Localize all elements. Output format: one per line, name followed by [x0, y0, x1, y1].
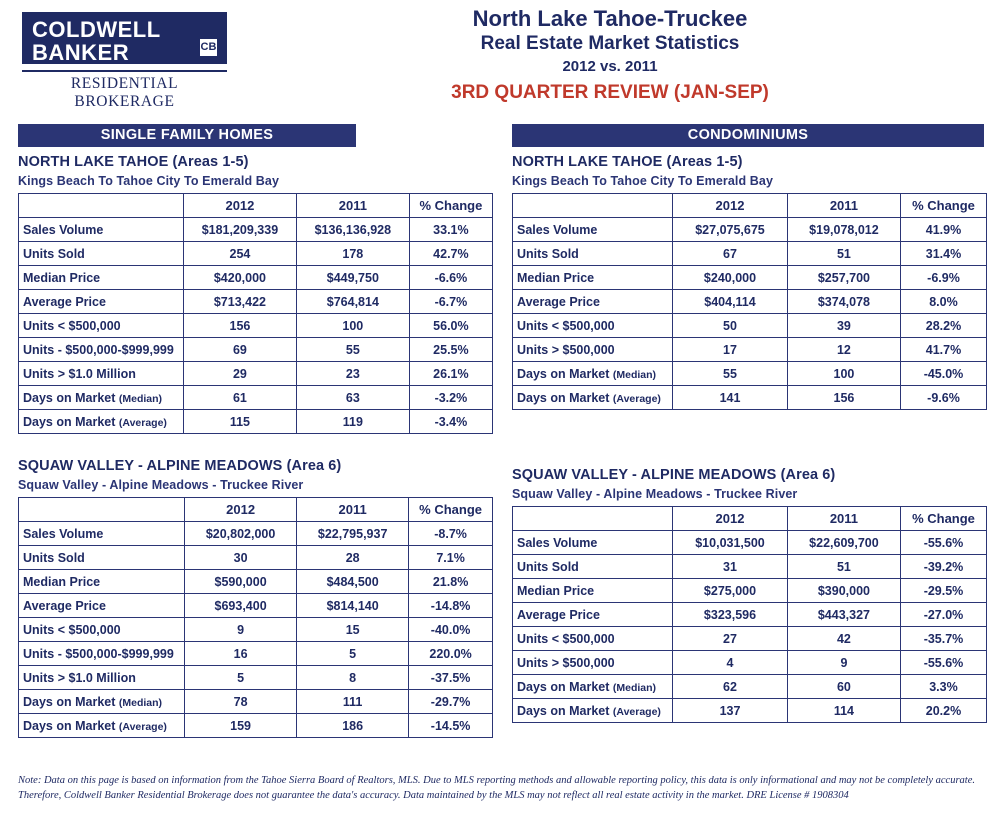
cell-change: -9.6%: [900, 386, 986, 410]
row-label: [513, 362, 673, 386]
table-header-row: [513, 507, 987, 531]
table-row: [513, 627, 987, 651]
cell-change: -35.7%: [900, 627, 986, 651]
table-row: [19, 522, 493, 546]
cell-2011: $22,609,700: [787, 531, 900, 555]
row-label-text: Units < $500,000: [517, 318, 615, 333]
column-single-family-homes: [18, 124, 493, 738]
cell-2011: 156: [787, 386, 900, 410]
table-row: [19, 618, 493, 642]
cell-2012: $713,422: [183, 290, 296, 314]
cell-2011: 178: [296, 242, 409, 266]
cell-change: -6.6%: [409, 266, 492, 290]
cell-change: 28.2%: [900, 314, 986, 338]
row-label: [513, 338, 673, 362]
cell-2011: $136,136,928: [296, 218, 409, 242]
cell-2011: 55: [296, 338, 409, 362]
col-header-blank: [19, 194, 184, 218]
cell-2012: 17: [673, 338, 788, 362]
col-header-change: % Change: [900, 507, 986, 531]
area-subtitle: Squaw Valley - Alpine Meadows - Truckee River: [512, 487, 798, 501]
page-period: 2012 vs. 2011: [562, 58, 658, 75]
cell-change: -27.0%: [900, 603, 986, 627]
area-title: NORTH LAKE TAHOE (Areas 1-5): [512, 154, 743, 170]
area-title: SQUAW VALLEY - ALPINE MEADOWS (Area 6): [512, 467, 836, 483]
row-label: [19, 570, 185, 594]
cell-change: 8.0%: [900, 290, 986, 314]
row-label: [513, 386, 673, 410]
row-label-text: Units - $500,000-$999,999: [23, 646, 174, 661]
block-squaw-valley-sfh: [18, 458, 493, 738]
table-row: [513, 675, 987, 699]
row-label-text: Units - $500,000-$999,999: [23, 342, 174, 357]
cell-2012: 50: [673, 314, 788, 338]
cell-2011: $22,795,937: [297, 522, 409, 546]
row-label: [19, 290, 184, 314]
cell-change: 26.1%: [409, 362, 492, 386]
row-label: [19, 218, 184, 242]
col-header-2012: 2012: [183, 194, 296, 218]
row-label-text: Units < $500,000: [23, 622, 121, 637]
cell-change: -39.2%: [900, 555, 986, 579]
cell-change: -3.4%: [409, 410, 492, 434]
cell-change: -29.5%: [900, 579, 986, 603]
row-label: [513, 555, 673, 579]
row-label-text: Median Price: [517, 270, 595, 285]
cell-2012: 30: [185, 546, 297, 570]
row-label-text: Days on Market: [23, 414, 119, 429]
row-label-text: Sales Volume: [23, 222, 104, 237]
col-header-2011: 2011: [787, 507, 900, 531]
table-row: [513, 651, 987, 675]
cell-2011: 12: [787, 338, 900, 362]
col-header-change: % Change: [409, 498, 493, 522]
cell-2012: $240,000: [673, 266, 788, 290]
table-row: [19, 362, 493, 386]
cell-2011: 51: [787, 242, 900, 266]
area-title: NORTH LAKE TAHOE (Areas 1-5): [18, 154, 249, 170]
cell-2011: 111: [297, 690, 409, 714]
logo-subtitle: RESIDENTIAL BROKERAGE: [70, 75, 179, 110]
row-label-text: Days on Market: [517, 679, 613, 694]
cell-2011: 15: [297, 618, 409, 642]
row-label-text: Average Price: [23, 294, 106, 309]
cell-2011: 100: [296, 314, 409, 338]
row-label: [19, 594, 185, 618]
section-banner-single-family: SINGLE FAMILY HOMES: [18, 124, 356, 147]
table-row: [513, 314, 987, 338]
row-label-text: Median Price: [23, 574, 101, 589]
cell-change: -3.2%: [409, 386, 492, 410]
stats-table: [512, 193, 987, 410]
table-row: [19, 410, 493, 434]
col-header-2012: 2012: [673, 194, 788, 218]
cell-2012: 67: [673, 242, 788, 266]
cell-2012: $693,400: [185, 594, 297, 618]
cell-2011: 8: [297, 666, 409, 690]
row-label-text: Units > $500,000: [517, 655, 615, 670]
cell-2012: 55: [673, 362, 788, 386]
row-label: [513, 699, 673, 723]
table-row: [513, 555, 987, 579]
cell-change: -40.0%: [409, 618, 493, 642]
col-header-2011: 2011: [297, 498, 409, 522]
block-north-lake-tahoe-sfh: [18, 154, 493, 434]
table-row: [19, 690, 493, 714]
cell-change: 25.5%: [409, 338, 492, 362]
area-title: SQUAW VALLEY - ALPINE MEADOWS (Area 6): [18, 458, 342, 474]
area-subtitle: Kings Beach To Tahoe City To Emerald Bay: [512, 174, 773, 188]
cell-change: 7.1%: [409, 546, 493, 570]
cell-2012: $20,802,000: [185, 522, 297, 546]
cb-mark-icon: CB: [200, 39, 217, 56]
cell-change: -29.7%: [409, 690, 493, 714]
cell-2012: 27: [673, 627, 788, 651]
disclaimer-line-2: Therefore, Coldwell Banker Residential Brokerage does not guarantee the data's accuracy. Data maintained by the MLS may not reflect all real estate activity in the market. DRE License # 1908304: [18, 790, 849, 801]
stats-table: [18, 497, 493, 738]
table-row: [19, 594, 493, 618]
cell-2011: 114: [787, 699, 900, 723]
area-subtitle: Squaw Valley - Alpine Meadows - Truckee River: [18, 478, 304, 492]
row-label-text: Days on Market: [517, 703, 613, 718]
row-label-text: Units Sold: [517, 246, 579, 261]
cell-2011: $764,814: [296, 290, 409, 314]
row-label-text: Units < $500,000: [517, 631, 615, 646]
table-row: [19, 714, 493, 738]
logo-line-1: COLDWELL: [32, 17, 161, 42]
row-label-note: (Average): [612, 392, 661, 405]
cell-2012: 4: [673, 651, 788, 675]
row-label-text: Days on Market: [517, 366, 613, 381]
cell-change: -55.6%: [900, 651, 986, 675]
row-label-text: Units > $1.0 Million: [23, 366, 136, 381]
cell-2012: 137: [673, 699, 788, 723]
cell-change: 220.0%: [409, 642, 493, 666]
row-label-text: Median Price: [23, 270, 101, 285]
table-row: [513, 603, 987, 627]
row-label-note: (Median): [118, 392, 163, 405]
cell-change: 20.2%: [900, 699, 986, 723]
table-header-row: [513, 194, 987, 218]
row-label: [19, 618, 185, 642]
cell-2012: 61: [183, 386, 296, 410]
cell-2011: $449,750: [296, 266, 409, 290]
row-label: [19, 242, 184, 266]
cell-change: -55.6%: [900, 531, 986, 555]
cell-2011: 9: [787, 651, 900, 675]
row-label-text: Units Sold: [23, 550, 85, 565]
row-label-note: (Median): [612, 368, 657, 381]
col-header-blank: [513, 194, 673, 218]
cell-2011: 39: [787, 314, 900, 338]
cell-2012: 16: [185, 642, 297, 666]
cell-2012: $10,031,500: [673, 531, 788, 555]
row-label: [513, 290, 673, 314]
column-condominiums: [512, 124, 987, 723]
table-row: [19, 666, 493, 690]
cell-change: -6.9%: [900, 266, 986, 290]
coldwell-banker-logo: [22, 12, 227, 111]
table-row: [19, 218, 493, 242]
cell-change: 21.8%: [409, 570, 493, 594]
cell-2012: 254: [183, 242, 296, 266]
cell-change: 3.3%: [900, 675, 986, 699]
cell-change: 42.7%: [409, 242, 492, 266]
cell-2011: $257,700: [787, 266, 900, 290]
row-label-note: (Average): [612, 705, 661, 718]
row-label-text: Sales Volume: [23, 526, 104, 541]
table-row: [19, 266, 493, 290]
cell-2012: 115: [183, 410, 296, 434]
row-label: [513, 242, 673, 266]
row-label-text: Units Sold: [517, 559, 579, 574]
row-label-text: Days on Market: [23, 718, 119, 733]
cell-2012: $404,114: [673, 290, 788, 314]
page-header: [0, 0, 1000, 118]
cell-2011: $19,078,012: [787, 218, 900, 242]
cell-change: 33.1%: [409, 218, 492, 242]
cell-2011: 100: [787, 362, 900, 386]
section-banner-condominiums: CONDOMINIUMS: [512, 124, 984, 147]
cell-change: -6.7%: [409, 290, 492, 314]
cell-2011: $390,000: [787, 579, 900, 603]
table-row: [513, 290, 987, 314]
cell-2012: 31: [673, 555, 788, 579]
row-label: [513, 627, 673, 651]
stats-table: [512, 506, 987, 723]
cell-change: -37.5%: [409, 666, 493, 690]
row-label-text: Days on Market: [23, 694, 119, 709]
row-label: [513, 603, 673, 627]
row-label-text: Average Price: [23, 598, 106, 613]
cell-2012: 78: [185, 690, 297, 714]
table-row: [19, 314, 493, 338]
table-row: [513, 699, 987, 723]
cell-2011: $443,327: [787, 603, 900, 627]
col-header-2012: 2012: [185, 498, 297, 522]
cell-change: -45.0%: [900, 362, 986, 386]
cell-2012: 159: [185, 714, 297, 738]
table-row: [513, 579, 987, 603]
table-row: [19, 290, 493, 314]
logo-box: [22, 12, 227, 64]
col-header-2011: 2011: [296, 194, 409, 218]
cell-2012: $27,075,675: [673, 218, 788, 242]
cell-2011: 186: [297, 714, 409, 738]
cell-2012: 62: [673, 675, 788, 699]
cell-2011: 60: [787, 675, 900, 699]
row-label-text: Median Price: [517, 583, 595, 598]
cell-change: 31.4%: [900, 242, 986, 266]
cell-2012: $323,596: [673, 603, 788, 627]
row-label-text: Units > $500,000: [517, 342, 615, 357]
cell-2012: 69: [183, 338, 296, 362]
cell-2011: 23: [296, 362, 409, 386]
row-label: [19, 690, 185, 714]
cell-change: -14.5%: [409, 714, 493, 738]
table-row: [19, 386, 493, 410]
block-north-lake-tahoe-condo: [512, 154, 987, 410]
table-row: [19, 338, 493, 362]
cell-2012: 141: [673, 386, 788, 410]
cell-2011: $814,140: [297, 594, 409, 618]
table-row: [19, 546, 493, 570]
row-label: [19, 642, 185, 666]
table-row: [513, 242, 987, 266]
row-label-note: (Average): [118, 416, 167, 429]
cell-2011: 42: [787, 627, 900, 651]
row-label: [513, 531, 673, 555]
page-review-label: 3RD QUARTER REVIEW (JAN-SEP): [451, 82, 769, 103]
row-label: [19, 338, 184, 362]
cell-change: 41.7%: [900, 338, 986, 362]
disclaimer-footer: [18, 773, 988, 803]
cell-2012: $181,209,339: [183, 218, 296, 242]
table-row: [513, 531, 987, 555]
cell-2012: 156: [183, 314, 296, 338]
row-label-text: Average Price: [517, 607, 600, 622]
row-label: [19, 386, 184, 410]
page-subtitle: Real Estate Market Statistics: [480, 33, 740, 54]
row-label-note: (Average): [118, 720, 167, 733]
cell-2012: $590,000: [185, 570, 297, 594]
row-label-note: (Median): [612, 681, 657, 694]
row-label-note: (Median): [118, 696, 163, 709]
table-row: [513, 386, 987, 410]
cell-2011: 63: [296, 386, 409, 410]
cell-2012: 29: [183, 362, 296, 386]
row-label: [19, 314, 184, 338]
table-row: [19, 642, 493, 666]
page-title: North Lake Tahoe-Truckee: [472, 6, 748, 31]
row-label: [513, 218, 673, 242]
row-label: [19, 362, 184, 386]
table-row: [513, 218, 987, 242]
stats-table: [18, 193, 493, 434]
table-row: [19, 570, 493, 594]
row-label-text: Sales Volume: [517, 222, 598, 237]
area-subtitle: Kings Beach To Tahoe City To Emerald Bay: [18, 174, 279, 188]
row-label: [513, 579, 673, 603]
row-label: [19, 266, 184, 290]
cell-2011: 51: [787, 555, 900, 579]
table-header-row: [19, 194, 493, 218]
table-row: [19, 242, 493, 266]
block-squaw-valley-condo: [512, 467, 987, 723]
cell-2012: 5: [185, 666, 297, 690]
row-label: [19, 714, 185, 738]
col-header-blank: [19, 498, 185, 522]
row-label-text: Days on Market: [23, 390, 119, 405]
row-label: [19, 666, 185, 690]
page-title-group: [240, 6, 980, 106]
col-header-change: % Change: [409, 194, 492, 218]
table-row: [513, 266, 987, 290]
disclaimer-line-1: Note: Data on this page is based on information from the Tahoe Sierra Board of Realtors, MLS. Due to MLS reporting methods and allowable reporting policy, this data is only informational and may not be completely accurate.: [18, 775, 975, 786]
col-header-change: % Change: [900, 194, 986, 218]
cell-2011: 5: [297, 642, 409, 666]
row-label: [513, 314, 673, 338]
cell-change: -14.8%: [409, 594, 493, 618]
row-label: [513, 651, 673, 675]
table-row: [513, 362, 987, 386]
cell-2011: 28: [297, 546, 409, 570]
row-label: [19, 410, 184, 434]
col-header-2011: 2011: [787, 194, 900, 218]
table-row: [513, 338, 987, 362]
row-label-text: Units Sold: [23, 246, 85, 261]
cell-2012: $275,000: [673, 579, 788, 603]
row-label-text: Days on Market: [517, 390, 613, 405]
cell-change: 41.9%: [900, 218, 986, 242]
logo-line-2: BANKER: [32, 40, 130, 65]
table-header-row: [19, 498, 493, 522]
cell-2012: 9: [185, 618, 297, 642]
row-label: [19, 546, 185, 570]
row-label: [513, 675, 673, 699]
row-label-text: Average Price: [517, 294, 600, 309]
cell-2011: $374,078: [787, 290, 900, 314]
col-header-2012: 2012: [673, 507, 788, 531]
cell-2012: $420,000: [183, 266, 296, 290]
row-label-text: Sales Volume: [517, 535, 598, 550]
cell-change: -8.7%: [409, 522, 493, 546]
row-label-text: Units > $1.0 Million: [23, 670, 136, 685]
cell-2011: 119: [296, 410, 409, 434]
col-header-blank: [513, 507, 673, 531]
row-label-text: Units < $500,000: [23, 318, 121, 333]
cell-2011: $484,500: [297, 570, 409, 594]
row-label: [19, 522, 185, 546]
row-label: [513, 266, 673, 290]
cell-change: 56.0%: [409, 314, 492, 338]
